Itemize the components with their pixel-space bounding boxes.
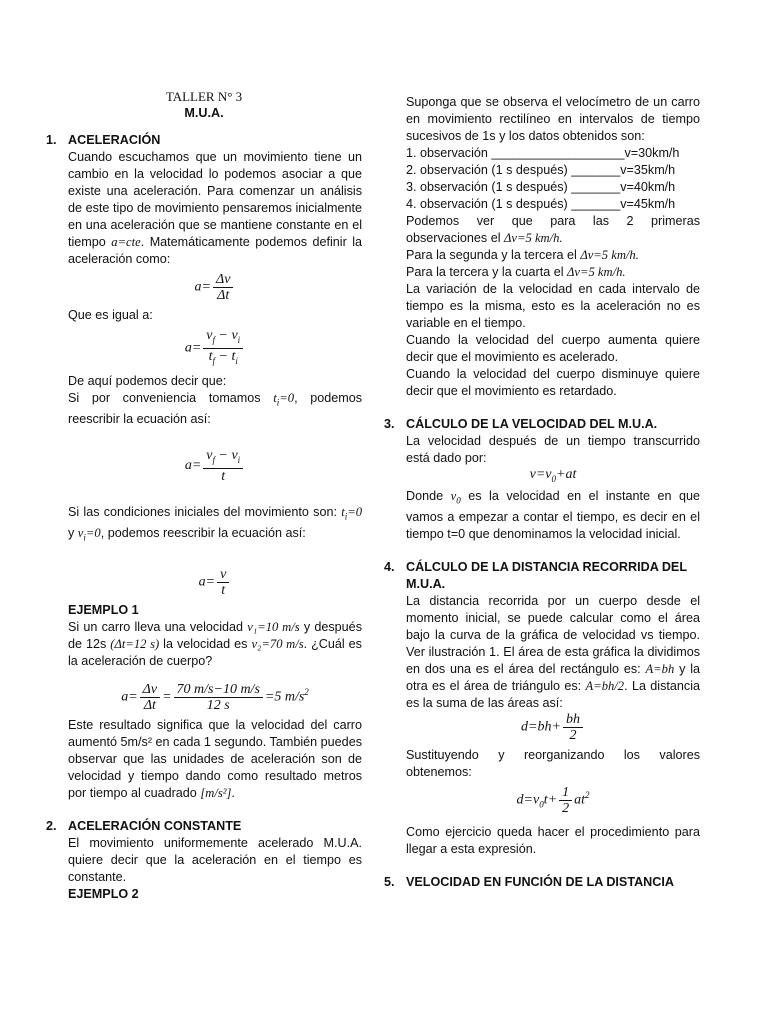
section-3-donde: Donde $v_0$ es la velocidad en el instante en que vamos a empezar a contar el tiempo, es decir en el tiempo t=0 que denominamos la velocidad inicial. bbox=[406, 488, 701, 542]
si-por-conveniencia: Si por conveniencia tomamos $t_i=0$, podemos reescribir la ecuación así: bbox=[68, 390, 363, 427]
observation-4: 4. observación (1 s después) _______v=45km/h bbox=[406, 197, 676, 211]
equation-8: $d=v_0t+$ $\frac{1}{2}$ $at^2$ bbox=[516, 785, 590, 817]
section-4-heading: 4. CÁLCULO DE LA DISTANCIA RECORRIDA DEL M.U.A. bbox=[384, 560, 687, 592]
ejercicio-paragraph: Como ejercicio queda hacer el procedimiento para llegar a esta expresión. bbox=[406, 825, 700, 857]
section-3-heading: 3. CÁLCULO DE LA VELOCIDAD DEL M.U.A. bbox=[384, 417, 658, 431]
observation-2: 2. observación (1 s después) _______v=35km/h bbox=[406, 163, 676, 177]
example-1-result: Este resultado significa que la velocidad del carro aumentó 5m/s² en cada 1 segundo. También puedes observar que las unidades de aceleración son de velocidad y tiempo dando como resultado metros por tiempo al cuadrado [m/s²]. bbox=[68, 717, 362, 800]
tercera-cuarta: Para la tercera y la cuarta el Δv=5 km/h. bbox=[406, 265, 626, 279]
example-1-text: Si un carro lleva una velocidad v₁=10 m/s y después de 12s (Δt=12 s) la velocidad es v₂=70 m/s. ¿Cuál es la aceleración de cuerpo? bbox=[68, 619, 362, 668]
equation-4: a= $\frac{v}{t}$ bbox=[68, 567, 362, 598]
section-1-paragraph: Cuando escuchamos que un movimiento tiene un cambio en la velocidad lo podemos asociar a que existe una aceleración. Para comenzar un análisis de este tipo de movimiento pensaremos inicialmente en una aceleración que se mantiene constante en el tiempo a=cte. Matemáticamente podemos definir la aceleración como: bbox=[68, 150, 363, 266]
equation-7: d=bh+ $\frac{bh}{2}$ bbox=[406, 712, 700, 743]
example-2-title: EJEMPLO 2 bbox=[68, 886, 139, 901]
observation-1: 1. observación ___________________v=30km/h bbox=[406, 146, 680, 160]
que-es-igual: Que es igual a: bbox=[68, 308, 153, 322]
example-1-title: EJEMPLO 1 bbox=[68, 602, 139, 617]
section-2-heading: 2. ACELERACIÓN CONSTANTE bbox=[46, 818, 242, 833]
section-2-paragraph: El movimiento uniformemente acelerado M.U.A. quiere decir que la aceleración en el tiempo es constante. bbox=[68, 835, 362, 884]
disminuye-paragraph: Cuando la velocidad del cuerpo disminuye quiere decir que el movimiento es retardado. bbox=[406, 367, 700, 398]
segunda-tercera: Para la segunda y la tercera el Δv=5 km/h. bbox=[406, 248, 639, 262]
right-column bbox=[384, 94, 700, 891]
section-5-heading: 5. VELOCIDAD EN FUNCIÓN DE LA DISTANCIA bbox=[384, 875, 674, 890]
section-3-paragraph: La velocidad después de un tiempo transcurrido está dado por: bbox=[406, 434, 700, 465]
condiciones-iniciales: Si las condiciones iniciales del movimiento son: $t_i=0$ y $v_i=0$, podemos reescribir la ecuación así: bbox=[68, 504, 362, 543]
de-aqui: De aquí podemos decir que: bbox=[68, 373, 227, 388]
sustituyendo-paragraph: Sustituyendo y reorganizando los valores obtenemos: bbox=[406, 748, 700, 780]
section-4-paragraph: La distancia recorrida por un cuerpo desde el momento inicial, se puede calcular como el área bajo la curva de la gráfica de velocidad vs tiempo. Ver ilustración 1. El área de esta gráfica la dividimos en dos una es el área del rectángulo es: A=bh y la otra es el área de triángulo es: A=bh/2. La distancia es la suma de las áreas así: bbox=[406, 594, 700, 711]
left-column bbox=[46, 88, 362, 903]
equation-3: a= $\frac{v_f - v_i}{t}$ bbox=[68, 448, 362, 484]
section-1-heading: 1. ACELERACIÓN bbox=[46, 133, 161, 147]
equation-2: a= $\frac{v_f - v_i}{t_f - t_i}$ bbox=[68, 328, 362, 369]
aumenta-paragraph: Cuando la velocidad del cuerpo aumenta quiere decir que el movimiento es acelerado. bbox=[406, 333, 700, 364]
equation-5: a= $\frac{\Delta v}{\Delta t}$ = $\frac{70 m/s-10 m/s}{12 s}$ =5 $m/s^2$ bbox=[121, 681, 309, 713]
equation-1: a= $\frac{\Delta v}{\Delta t}$ bbox=[68, 272, 362, 303]
variacion-paragraph: La variación de la velocidad en cada intervalo de tiempo es la misma, esto es la aceleración no es variable en el tiempo. bbox=[406, 282, 700, 330]
podemos-ver: Podemos ver que para las 2 primeras observaciones el Δv=5 km/h. bbox=[406, 214, 700, 245]
page-subtitle: M.U.A. bbox=[184, 106, 224, 120]
equation-6: $v=v_0+at$ bbox=[529, 467, 577, 484]
observation-3: 3. observación (1 s después) _______v=40km/h bbox=[406, 180, 676, 194]
intro-paragraph: Suponga que se observa el velocímetro de un carro en movimiento rectilíneo en intervalos de tiempo sucesivos de 1s y los datos obtenidos son: bbox=[406, 95, 700, 143]
page-title: TALLER N° 3 bbox=[165, 89, 243, 104]
